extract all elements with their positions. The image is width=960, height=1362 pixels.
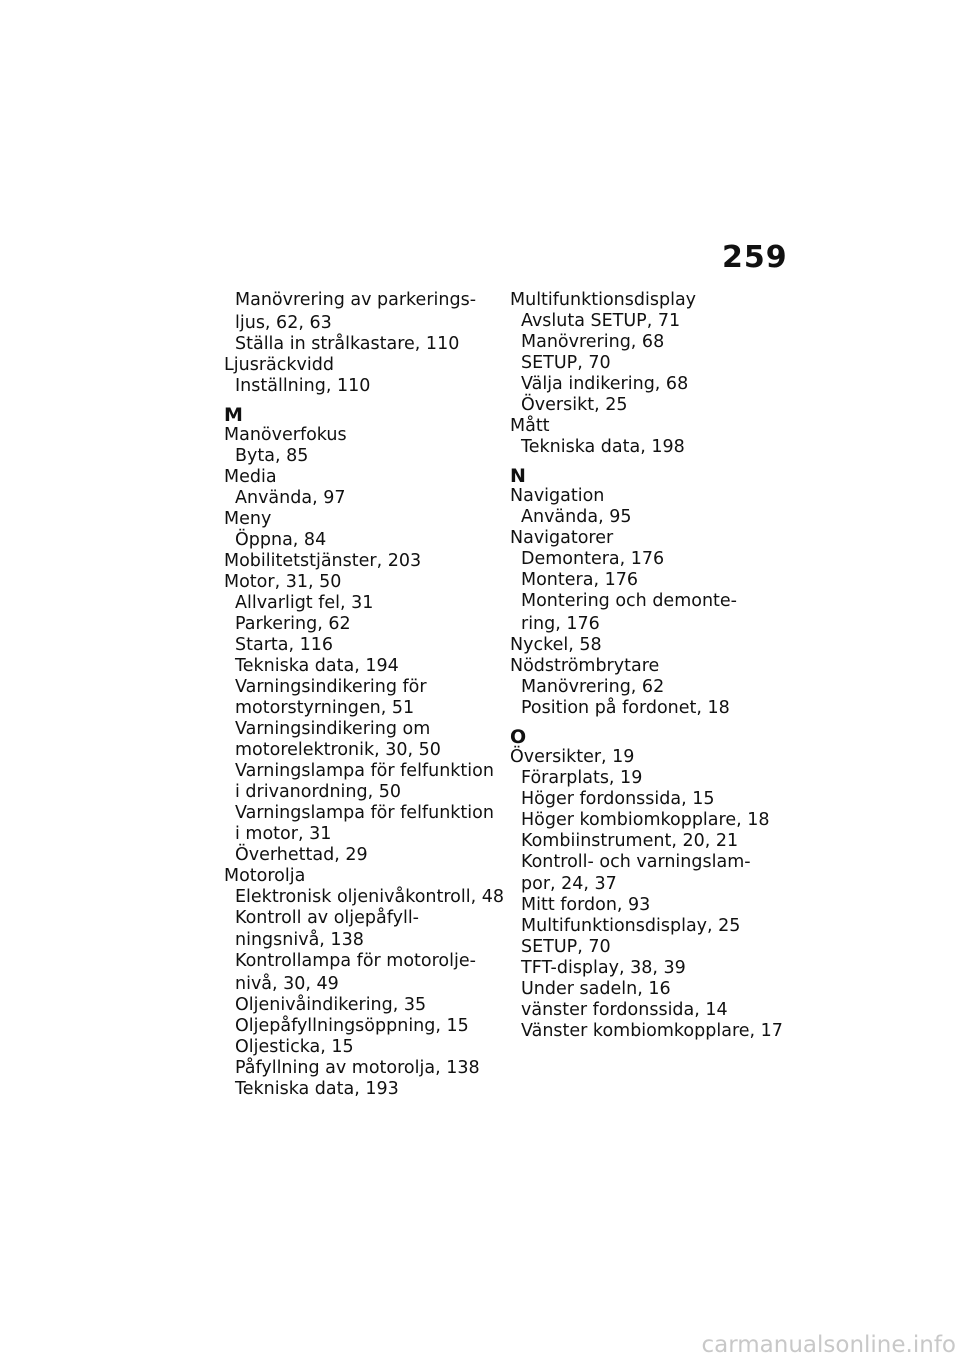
index-subentry: Multifunktionsdisplay, 25 — [521, 916, 741, 936]
index-subentry: Välja indikering, 68 — [521, 374, 689, 394]
index-subentry: Kontrollampa för motorolje- — [235, 951, 476, 971]
index-entry: Ljusräckvidd — [224, 354, 334, 375]
index-subentry: Kombiinstrument, 20, 21 — [521, 830, 739, 851]
index-entry: Översikter, 19 — [510, 746, 635, 767]
index-subentry: Varningsindikering om — [235, 718, 431, 739]
index-section-letter: N — [510, 465, 526, 487]
index-subentry: Oljepåfyllningsöppning, 15 — [235, 1015, 469, 1036]
index-subentry: Avsluta SETUP, 71 — [521, 311, 681, 331]
index-subentry: vänster fordonssida, 14 — [521, 1000, 728, 1020]
index-subentry: Allvarligt fel, 31 — [235, 592, 374, 613]
index-subentry: Oljenivåindikering, 35 — [235, 994, 427, 1015]
index-subentry: Manövrering, 68 — [521, 332, 665, 352]
index-subentry: Vänster kombiomkopplare, 17 — [521, 1021, 783, 1041]
index-subentry: Montera, 176 — [521, 570, 638, 590]
index-subentry: Manövrering, 62 — [521, 676, 665, 697]
index-subentry: SETUP, 70 — [521, 937, 611, 957]
index-subentry: Varningslampa för felfunktion — [235, 760, 494, 781]
watermark-url: carmanualsonline.info — [701, 1332, 956, 1358]
index-subentry: i drivanordning, 50 — [235, 781, 402, 802]
index-entry: Media — [224, 466, 277, 487]
index-entry: Navigation — [510, 486, 605, 506]
index-entry: Nyckel, 58 — [510, 634, 602, 655]
index-subentry: Öppna, 84 — [235, 529, 327, 550]
index-subentry: Kontroll av oljepåfyll- — [235, 907, 419, 928]
index-subentry: Använda, 97 — [235, 487, 346, 508]
index-entry: Manöverfokus — [224, 424, 347, 445]
index-section-letter: O — [510, 725, 527, 748]
index-subentry: SETUP, 70 — [521, 353, 611, 373]
index-entry: Nödströmbrytare — [510, 655, 660, 676]
index-subentry: Tekniska data, 193 — [235, 1078, 399, 1099]
index-subentry: ningsnivå, 138 — [235, 930, 364, 950]
index-entry: Motor, 31, 50 — [224, 571, 342, 592]
index-column-right — [510, 290, 783, 1042]
index-subentry: Position på fordonet, 18 — [521, 697, 730, 718]
index-subentry: Elektronisk oljenivåkontroll, 48 — [235, 886, 505, 907]
index-entry: Mått — [510, 416, 550, 436]
index-subentry: motorelektronik, 30, 50 — [235, 739, 441, 760]
index-subentry: Översikt, 25 — [521, 395, 628, 415]
index-subentry: por, 24, 37 — [521, 874, 617, 894]
index-subentry: Påfyllning av motorolja, 138 — [235, 1057, 480, 1078]
index-subentry: nivå, 30, 49 — [235, 973, 339, 994]
index-subentry: Förarplats, 19 — [521, 767, 643, 788]
index-subentry: Manövrering av parkerings- — [235, 290, 477, 310]
index-subentry: motorstyrningen, 51 — [235, 697, 415, 718]
index-subentry: TFT-display, 38, 39 — [521, 958, 686, 978]
index-subentry: Tekniska data, 194 — [235, 655, 399, 676]
index-entry: Mobilitetstjänster, 203 — [224, 550, 422, 571]
index-subentry: Oljesticka, 15 — [235, 1036, 354, 1057]
index-subentry: Varningslampa för felfunktion — [235, 802, 494, 823]
index-column-left — [224, 290, 505, 1100]
index-subentry: Höger kombiomkopplare, 18 — [521, 809, 770, 830]
index-subentry: ring, 176 — [521, 613, 600, 634]
index-entry: Multifunktionsdisplay — [510, 290, 697, 310]
index-subentry: Höger fordonssida, 15 — [521, 788, 715, 809]
index-subentry: Under sadeln, 16 — [521, 979, 671, 999]
index-entry: Motorolja — [224, 865, 306, 886]
index-subentry: Starta, 116 — [235, 634, 334, 655]
index-subentry: Byta, 85 — [235, 445, 309, 466]
index-entry: Meny — [224, 508, 272, 529]
index-section-letter: M — [224, 403, 243, 426]
index-subentry: Parkering, 62 — [235, 613, 351, 634]
index-subentry: Inställning, 110 — [235, 375, 371, 396]
page-number: 259 — [722, 240, 788, 275]
index-subentry: Montering och demonte- — [521, 591, 737, 611]
index-subentry: ljus, 62, 63 — [235, 312, 332, 333]
index-subentry: Kontroll- och varningslam- — [521, 851, 751, 872]
index-subentry: Ställa in strålkastare, 110 — [235, 333, 460, 354]
index-subentry: Tekniska data, 198 — [521, 437, 685, 457]
index-subentry: Mitt fordon, 93 — [521, 895, 651, 915]
index-subentry: Varningsindikering för — [235, 676, 427, 697]
index-subentry: Överhettad, 29 — [235, 844, 368, 865]
index-subentry: Använda, 95 — [521, 507, 632, 527]
index-subentry: i motor, 31 — [235, 823, 332, 844]
index-subentry: Demontera, 176 — [521, 549, 665, 569]
index-entry: Navigatorer — [510, 528, 614, 548]
